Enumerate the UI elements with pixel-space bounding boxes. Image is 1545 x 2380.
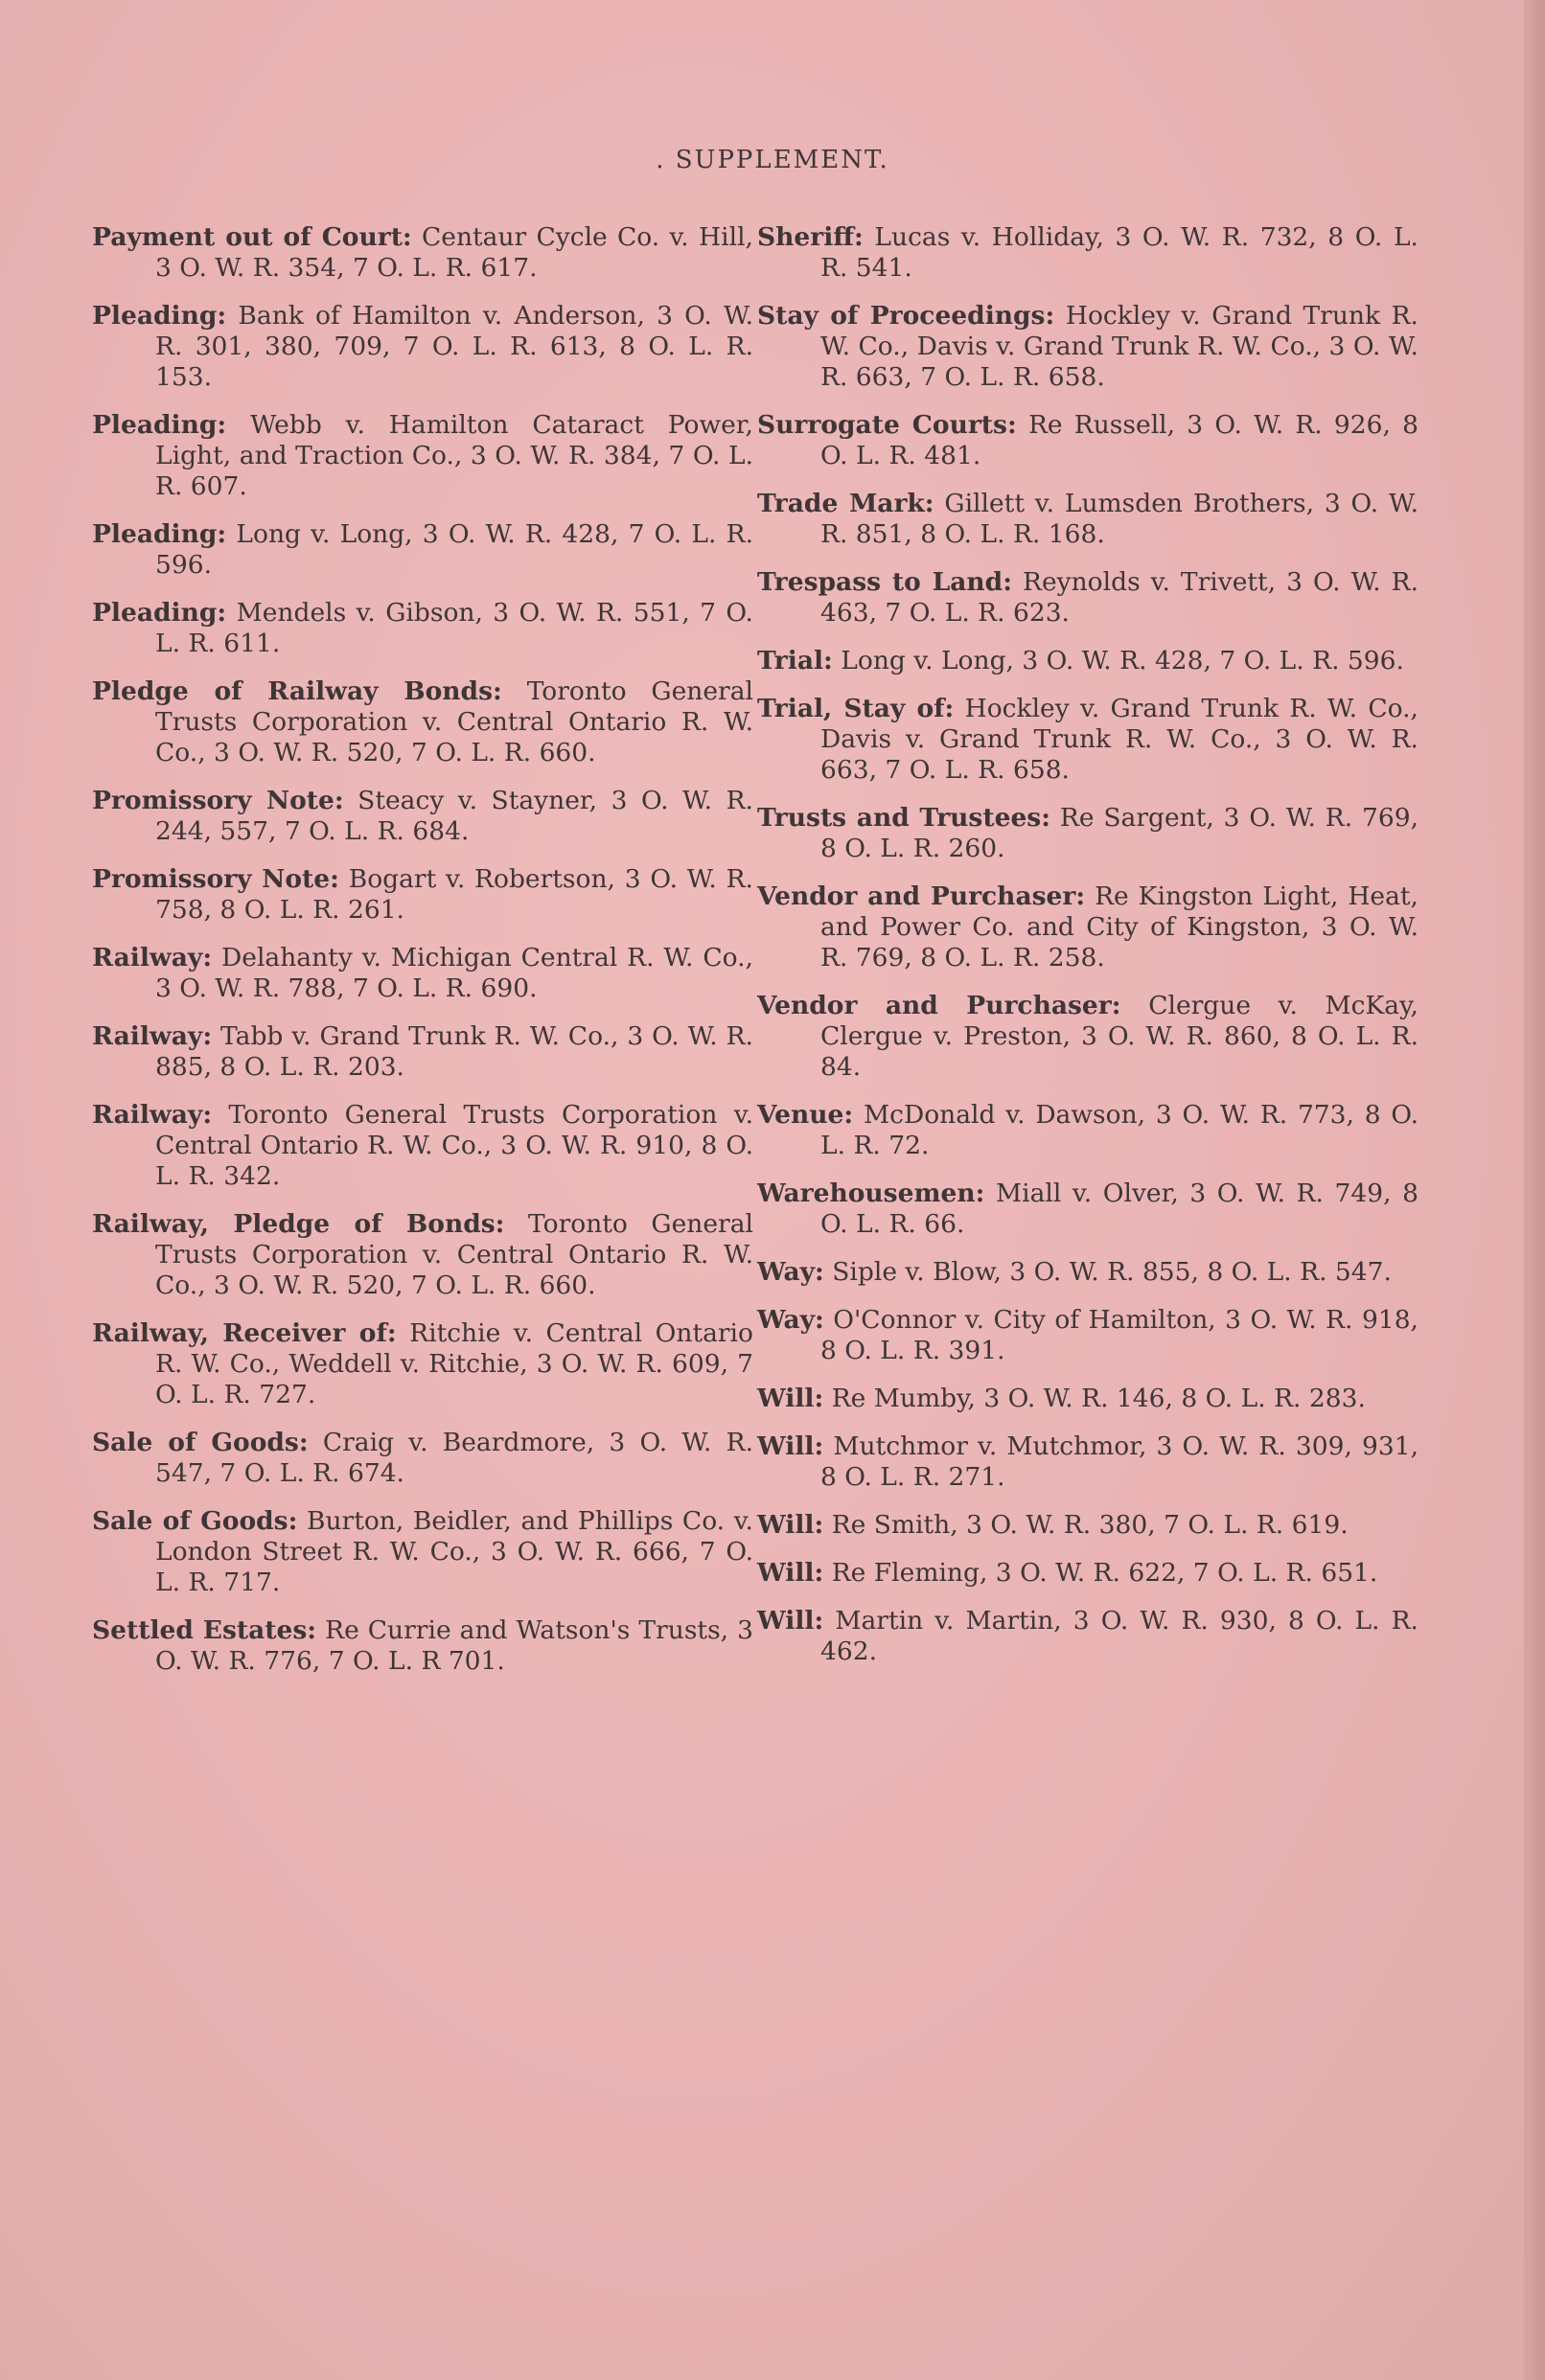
index-entry xyxy=(92,676,753,768)
left-column xyxy=(92,222,753,1694)
entry-citation: Re Fleming, 3 O. W. R. 622, 7 O. L. R. 651. xyxy=(831,1558,1378,1588)
entry-citation: Toronto General Trusts Corporation v. Central Ontario R. W. Co., 3 O. W. R. 520, 7 O. L. R. 660. xyxy=(155,1209,753,1300)
entry-subject: Pleading: xyxy=(92,410,227,440)
index-entry xyxy=(757,646,1418,676)
entry-citation: Lucas v. Holliday, 3 O. W. R. 732, 8 O. L. R. 541. xyxy=(820,222,1418,283)
entry-citation: Re Sargent, 3 O. W. R. 769, 8 O. L. R. 260. xyxy=(820,803,1418,863)
index-entry xyxy=(757,1384,1418,1414)
entry-subject: Pledge of Railway Bonds: xyxy=(92,676,502,706)
index-entry xyxy=(92,1615,753,1677)
entry-subject: Trespass to Land: xyxy=(757,567,1012,597)
index-entry xyxy=(92,1100,753,1192)
index-entry xyxy=(757,301,1418,393)
entry-citation: O'Connor v. City of Hamilton, 3 O. W. R. 918, 8 O. L. R. 391. xyxy=(820,1305,1418,1365)
entry-citation: Miall v. Olver, 3 O. W. R. 749, 8 O. L. R. 66. xyxy=(820,1179,1418,1239)
index-entry xyxy=(757,222,1418,284)
entry-citation: Webb v. Hamilton Cataract Power, Light, and Traction Co., 3 O. W. R. 384, 7 O. L. R. 607. xyxy=(155,410,753,501)
entry-citation: Re Kingston Light, Heat, and Power Co. and City of Kingston, 3 O. W. R. 769, 8 O. L. R. 258. xyxy=(820,881,1418,973)
entry-subject: Railway, Receiver of: xyxy=(92,1318,397,1348)
index-entry xyxy=(92,1428,753,1489)
entry-subject: Will: xyxy=(757,1606,824,1636)
entry-subject: Pleading: xyxy=(92,598,227,628)
entry-citation: Mutchmor v. Mutchmor, 3 O. W. R. 309, 931, 8 O. L. R. 271. xyxy=(820,1431,1418,1492)
entry-subject: Promissory Note: xyxy=(92,786,344,815)
index-entry xyxy=(757,489,1418,550)
entry-subject: Stay of Proceedings: xyxy=(757,301,1055,331)
entry-subject: Surrogate Courts: xyxy=(757,410,1017,440)
entry-subject: Railway: xyxy=(92,1100,213,1130)
entry-citation: Burton, Beidler, and Phillips Co. v. London Street R. W. Co., 3 O. W. R. 666, 7 O. L. R. 717. xyxy=(155,1506,753,1597)
entry-citation: Steacy v. Stayner, 3 O. W. R. 244, 557, 7 O. L. R. 684. xyxy=(155,786,753,846)
index-entry xyxy=(757,567,1418,629)
entry-citation: Re Smith, 3 O. W. R. 380, 7 O. L. R. 619. xyxy=(831,1510,1349,1540)
entry-subject: Will: xyxy=(757,1384,824,1413)
entry-subject: Railway: xyxy=(92,943,213,973)
index-entry xyxy=(92,786,753,847)
index-entry xyxy=(757,1179,1418,1240)
entry-subject: Railway, Pledge of Bonds: xyxy=(92,1209,505,1239)
entry-citation: Re Currie and Watson's Trusts, 3 O. W. R. 776, 7 O. L. R 701. xyxy=(155,1615,753,1676)
entry-citation: Clergue v. McKay, Clergue v. Preston, 3 O. W. R. 860, 8 O. L. R. 84. xyxy=(820,991,1418,1082)
index-entry xyxy=(757,991,1418,1083)
entry-subject: Vendor and Purchaser: xyxy=(757,881,1086,911)
index-entry xyxy=(757,1305,1418,1366)
index-entry xyxy=(757,1257,1418,1288)
page-edge xyxy=(1524,0,1545,2380)
entry-citation: Toronto General Trusts Corporation v. Central Ontario R. W. Co., 3 O. W. R. 910, 8 O. L. R. 342. xyxy=(155,1100,753,1191)
index-entry xyxy=(92,222,753,284)
entry-citation: Craig v. Beardmore, 3 O. W. R. 547, 7 O. L. R. 674. xyxy=(155,1428,753,1488)
index-entry xyxy=(757,1558,1418,1589)
index-entry xyxy=(757,1100,1418,1161)
right-column xyxy=(757,222,1418,1684)
index-entry xyxy=(92,598,753,659)
entry-subject: Payment out of Court: xyxy=(92,222,412,252)
entry-subject: Pleading: xyxy=(92,301,227,331)
index-entry xyxy=(92,864,753,926)
index-entry xyxy=(92,519,753,581)
entry-subject: Vendor and Purchaser: xyxy=(757,991,1121,1020)
entry-subject: Trusts and Trustees: xyxy=(757,803,1051,833)
entry-subject: Settled Estates: xyxy=(92,1615,317,1645)
entry-citation: Mendels v. Gibson, 3 O. W. R. 551, 7 O. L. R. 611. xyxy=(155,598,753,658)
entry-subject: Sale of Goods: xyxy=(92,1428,309,1457)
entry-citation: Re Mumby, 3 O. W. R. 146, 8 O. L. R. 283. xyxy=(831,1384,1366,1413)
index-entry xyxy=(92,1209,753,1301)
index-entry xyxy=(92,410,753,502)
entry-citation: Bank of Hamilton v. Anderson, 3 O. W. R. 301, 380, 709, 7 O. L. R. 613, 8 O. L. R. 153. xyxy=(155,301,753,392)
entry-subject: Pleading: xyxy=(92,519,227,549)
entry-citation: Martin v. Martin, 3 O. W. R. 930, 8 O. L. R. 462. xyxy=(820,1606,1418,1666)
index-entry xyxy=(757,1431,1418,1493)
entry-subject: Promissory Note: xyxy=(92,864,339,894)
entry-citation: Toronto General Trusts Corporation v. Central Ontario R. W. Co., 3 O. W. R. 520, 7 O. L. R. 660. xyxy=(155,676,753,767)
entry-subject: Venue: xyxy=(757,1100,854,1130)
entry-subject: Will: xyxy=(757,1558,824,1588)
entry-citation: McDonald v. Dawson, 3 O. W. R. 773, 8 O. L. R. 72. xyxy=(820,1100,1418,1160)
index-entry xyxy=(92,301,753,393)
entry-subject: Will: xyxy=(757,1510,824,1540)
entry-citation: Hockley v. Grand Trunk R. W. Co., Davis v. Grand Trunk R. W. Co., 3 O. W. R. 663, 7 O. L. R. 658. xyxy=(820,694,1418,785)
entry-citation: Long v. Long, 3 O. W. R. 428, 7 O. L. R. 596. xyxy=(155,519,753,580)
entry-citation: Siple v. Blow, 3 O. W. R. 855, 8 O. L. R. 547. xyxy=(832,1257,1392,1287)
index-entry xyxy=(757,410,1418,471)
entry-subject: Trade Mark: xyxy=(757,489,934,518)
page-header: . SUPPLEMENT. xyxy=(656,146,889,174)
index-entry xyxy=(92,1021,753,1083)
entry-citation: Gillett v. Lumsden Brothers, 3 O. W. R. 851, 8 O. L. R. 168. xyxy=(820,489,1418,549)
entry-subject: Way: xyxy=(757,1257,824,1287)
entry-subject: Way: xyxy=(757,1305,824,1335)
index-entry xyxy=(757,803,1418,864)
entry-citation: Bogart v. Robertson, 3 O. W. R. 758, 8 O. L. R. 261. xyxy=(155,864,753,925)
entry-citation: Ritchie v. Central Ontario R. W. Co., Weddell v. Ritchie, 3 O. W. R. 609, 7 O. L. R. 727. xyxy=(155,1318,753,1409)
index-entry xyxy=(757,1510,1418,1541)
index-entry xyxy=(92,943,753,1004)
entry-subject: Warehousemen: xyxy=(757,1179,985,1208)
entry-citation: Delahanty v. Michigan Central R. W. Co., 3 O. W. R. 788, 7 O. L. R. 690. xyxy=(155,943,753,1003)
entry-citation: Reynolds v. Trivett, 3 O. W. R. 463, 7 O. L. R. 623. xyxy=(820,567,1418,628)
index-entry xyxy=(757,881,1418,973)
entry-subject: Trial: xyxy=(757,646,833,675)
entry-subject: Sale of Goods: xyxy=(92,1506,298,1536)
entry-subject: Sheriff: xyxy=(757,222,864,252)
entry-subject: Railway: xyxy=(92,1021,213,1051)
entry-citation: Hockley v. Grand Trunk R. W. Co., Davis v. Grand Trunk R. W. Co., 3 O. W. R. 663, 7 O. L. R. 658. xyxy=(820,301,1418,392)
entry-subject: Will: xyxy=(757,1431,824,1461)
entry-subject: Trial, Stay of: xyxy=(757,694,955,723)
entry-citation: Re Russell, 3 O. W. R. 926, 8 O. L. R. 481. xyxy=(820,410,1418,470)
index-entry xyxy=(92,1506,753,1598)
index-entry xyxy=(757,1606,1418,1667)
entry-citation: Long v. Long, 3 O. W. R. 428, 7 O. L. R. 596. xyxy=(841,646,1404,675)
index-entry xyxy=(757,694,1418,786)
entry-citation: Centaur Cycle Co. v. Hill, 3 O. W. R. 354, 7 O. L. R. 617. xyxy=(155,222,753,283)
entry-citation: Tabb v. Grand Trunk R. W. Co., 3 O. W. R. 885, 8 O. L. R. 203. xyxy=(155,1021,753,1082)
index-entry xyxy=(92,1318,753,1410)
